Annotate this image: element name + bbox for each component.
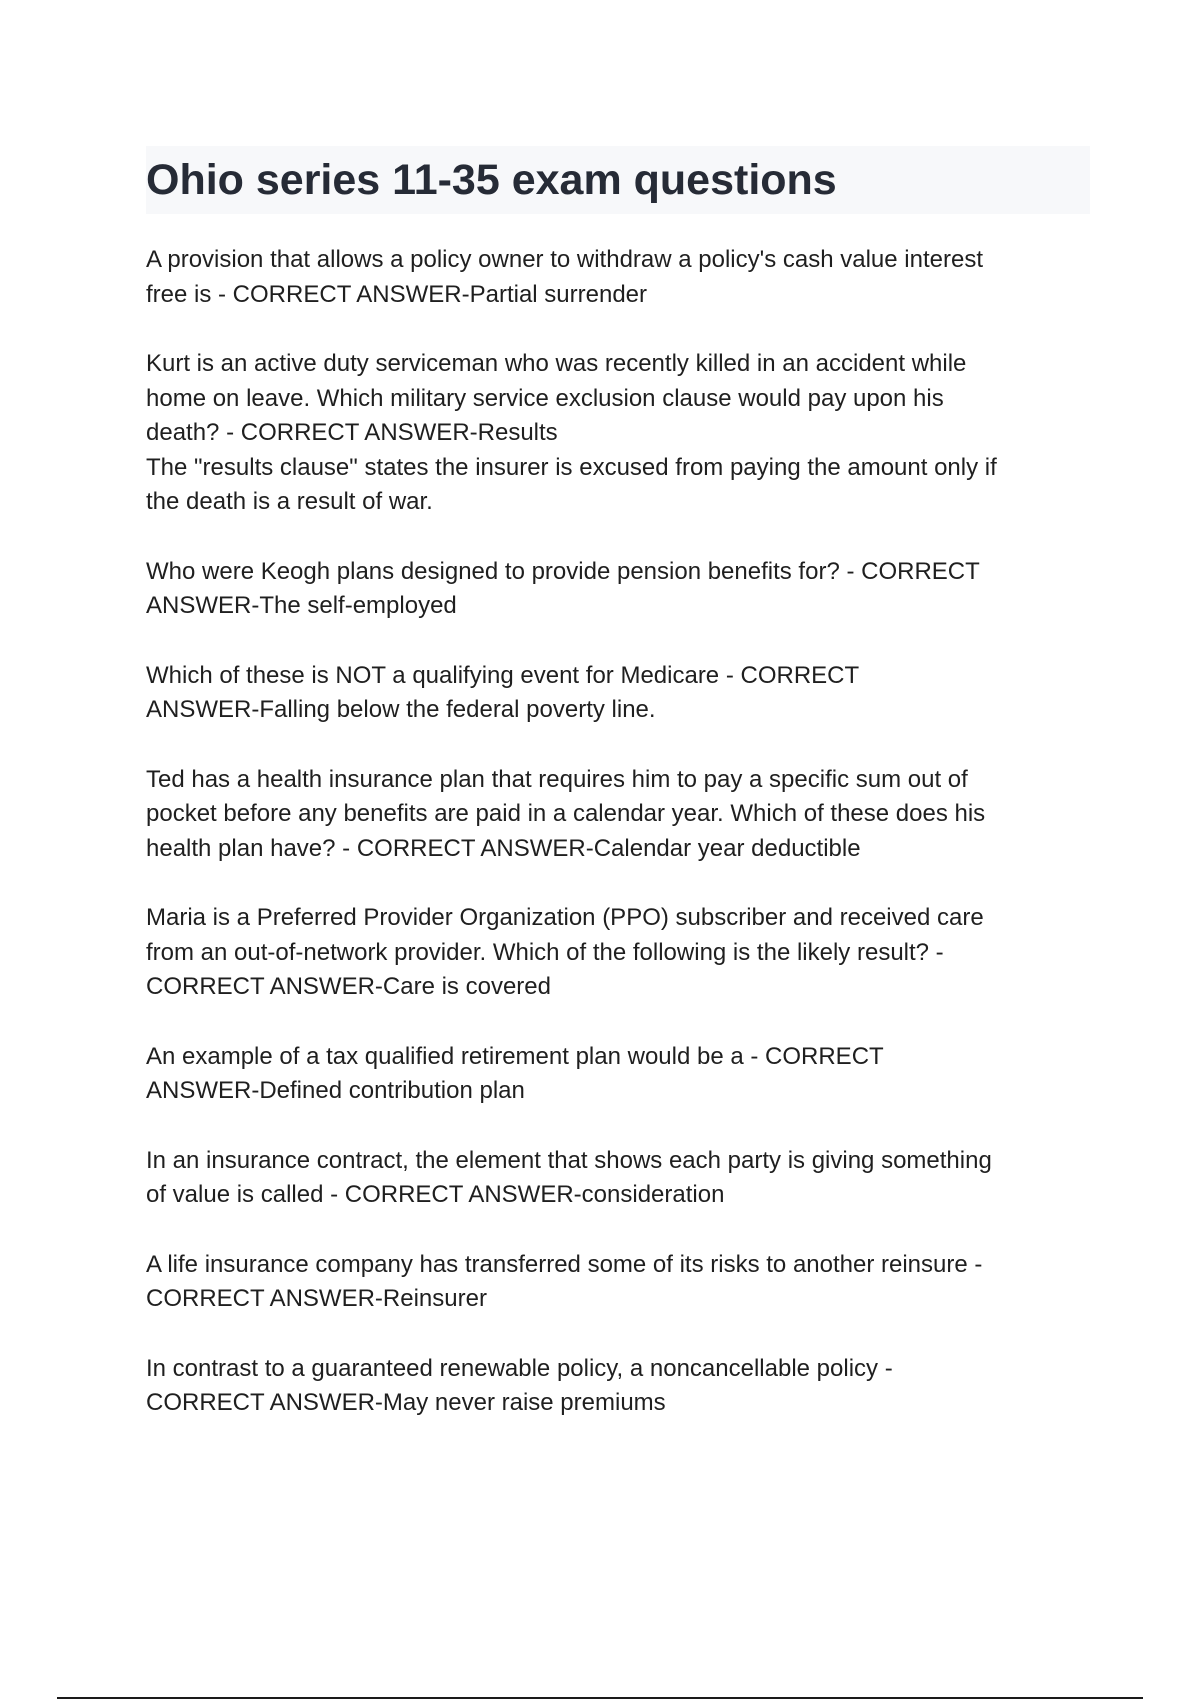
text-line: In an insurance contract, the element that shows each party is giving something bbox=[146, 1146, 992, 1174]
text-line: An example of a tax qualified retirement plan would be a - CORRECT bbox=[146, 1042, 884, 1070]
text-line: death? - CORRECT ANSWER-Results bbox=[146, 419, 558, 446]
question-list bbox=[146, 243, 1090, 1456]
text-line: CORRECT ANSWER-May never raise premiums bbox=[146, 1389, 666, 1416]
text-line: A life insurance company has transferred some of its risks to another reinsure - bbox=[146, 1250, 983, 1278]
text-line: from an out-of-network provider. Which of the following is the likely result? - bbox=[146, 938, 944, 966]
text-line: CORRECT ANSWER-Reinsurer bbox=[146, 1285, 487, 1312]
question-answer-item bbox=[146, 1040, 1090, 1109]
text-line: In contrast to a guaranteed renewable policy, a noncancellable policy - bbox=[146, 1354, 893, 1382]
text-line: Ted has a health insurance plan that requires him to pay a specific sum out of bbox=[146, 765, 968, 793]
text-line: CORRECT ANSWER-Care is covered bbox=[146, 973, 551, 1000]
text-line: free is - CORRECT ANSWER-Partial surrender bbox=[146, 280, 647, 308]
question-answer-item bbox=[146, 555, 1090, 624]
footer-divider bbox=[57, 1697, 1143, 1699]
text-line: ANSWER-Falling below the federal poverty line. bbox=[146, 696, 656, 723]
question-answer-item bbox=[146, 243, 1090, 312]
text-line: Which of these is NOT a qualifying event for Medicare - CORRECT bbox=[146, 661, 860, 689]
text-line: Kurt is an active duty serviceman who was recently killed in an accident while bbox=[146, 350, 967, 377]
question-answer-item bbox=[146, 659, 1090, 728]
text-line: of value is called - CORRECT ANSWER-consideration bbox=[146, 1181, 725, 1208]
text-line: home on leave. Which military service exclusion clause would pay upon his bbox=[146, 384, 944, 412]
title-bar bbox=[146, 146, 1090, 214]
question-answer-item bbox=[146, 763, 1090, 867]
question-answer-item bbox=[146, 1248, 1090, 1317]
text-line: Who were Keogh plans designed to provide pension benefits for? - CORRECT bbox=[146, 557, 980, 585]
text-line: health plan have? - CORRECT ANSWER-Calendar year deductible bbox=[146, 834, 861, 862]
question-answer-item bbox=[146, 1352, 1090, 1421]
document-title: Ohio series 11-35 exam questions bbox=[146, 156, 837, 204]
text-line: ANSWER-The self-employed bbox=[146, 592, 457, 619]
text-line: pocket before any benefits are paid in a calendar year. Which of these does his bbox=[146, 800, 986, 827]
text-line: ANSWER-Defined contribution plan bbox=[146, 1077, 525, 1104]
text-line: A provision that allows a policy owner to withdraw a policy's cash value interest bbox=[146, 246, 983, 273]
question-answer-item bbox=[146, 901, 1090, 1005]
text-line: The "results clause" states the insurer is excused from paying the amount only if bbox=[146, 453, 997, 481]
question-answer-item bbox=[146, 1144, 1090, 1213]
text-line: Maria is a Preferred Provider Organization (PPO) subscriber and received care bbox=[146, 904, 984, 931]
question-answer-item bbox=[146, 347, 1090, 520]
text-line: the death is a result of war. bbox=[146, 488, 433, 515]
